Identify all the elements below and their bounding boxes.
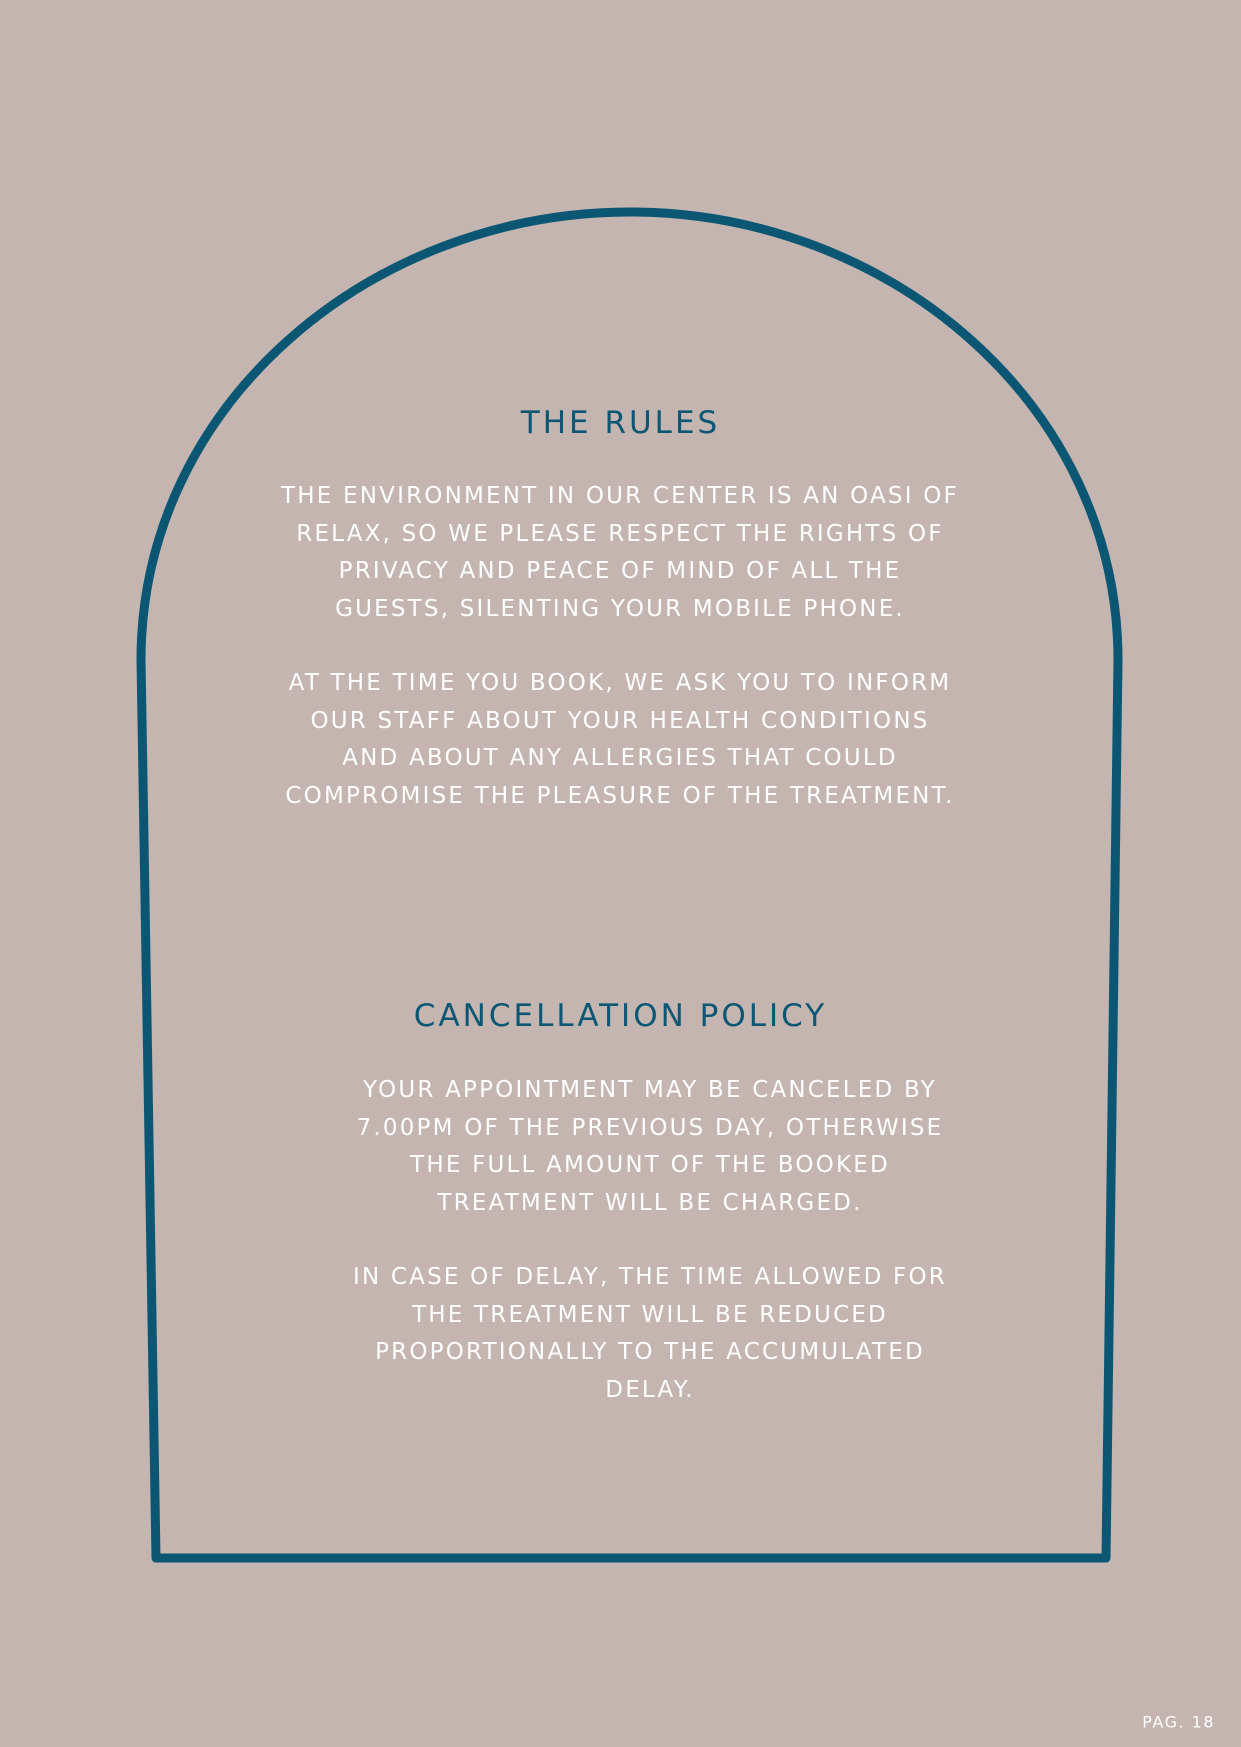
text-line: OUR STAFF ABOUT YOUR HEALTH CONDITIONS bbox=[310, 707, 930, 734]
text-line: THE ENVIRONMENT IN OUR CENTER IS AN OASI OF bbox=[281, 483, 959, 509]
text-line: YOUR APPOINTMENT MAY BE CANCELED BY bbox=[363, 1077, 937, 1103]
rules-paragraph-1 bbox=[170, 478, 1070, 628]
text-line: 7.00PM OF THE PREVIOUS DAY, OTHERWISE bbox=[356, 1114, 944, 1141]
text-line: AND ABOUT ANY ALLERGIES THAT COULD bbox=[342, 745, 898, 771]
text-line: PROPORTIONALLY TO THE ACCUMULATED bbox=[375, 1339, 925, 1365]
rules-paragraph-2 bbox=[170, 665, 1070, 815]
text-line: AT THE TIME YOU BOOK, WE ASK YOU TO INFORM bbox=[288, 670, 952, 696]
cancellation-paragraph-2 bbox=[200, 1259, 1100, 1409]
text-line: THE TREATMENT WILL BE REDUCED bbox=[412, 1301, 888, 1328]
text-line: IN CASE OF DELAY, THE TIME ALLOWED FOR bbox=[353, 1264, 947, 1290]
text-line: THE FULL AMOUNT OF THE BOOKED bbox=[410, 1152, 890, 1178]
text-line: COMPROMISE THE PLEASURE OF THE TREATMENT. bbox=[285, 782, 955, 809]
text-line: RELAX, SO WE PLEASE RESPECT THE RIGHTS OF bbox=[296, 520, 944, 547]
cancellation-paragraph-1 bbox=[200, 1072, 1100, 1222]
text-line: GUESTS, SILENTING YOUR MOBILE PHONE. bbox=[335, 595, 905, 622]
text-line: DELAY. bbox=[605, 1376, 695, 1403]
rules-title: THE RULES bbox=[520, 405, 721, 441]
text-line: TREATMENT WILL BE CHARGED. bbox=[437, 1189, 863, 1216]
text-line: PRIVACY AND PEACE OF MIND OF ALL THE bbox=[338, 558, 902, 584]
page-number: PAG. 18 bbox=[1142, 1712, 1215, 1732]
cancellation-title: CANCELLATION POLICY bbox=[413, 998, 828, 1034]
